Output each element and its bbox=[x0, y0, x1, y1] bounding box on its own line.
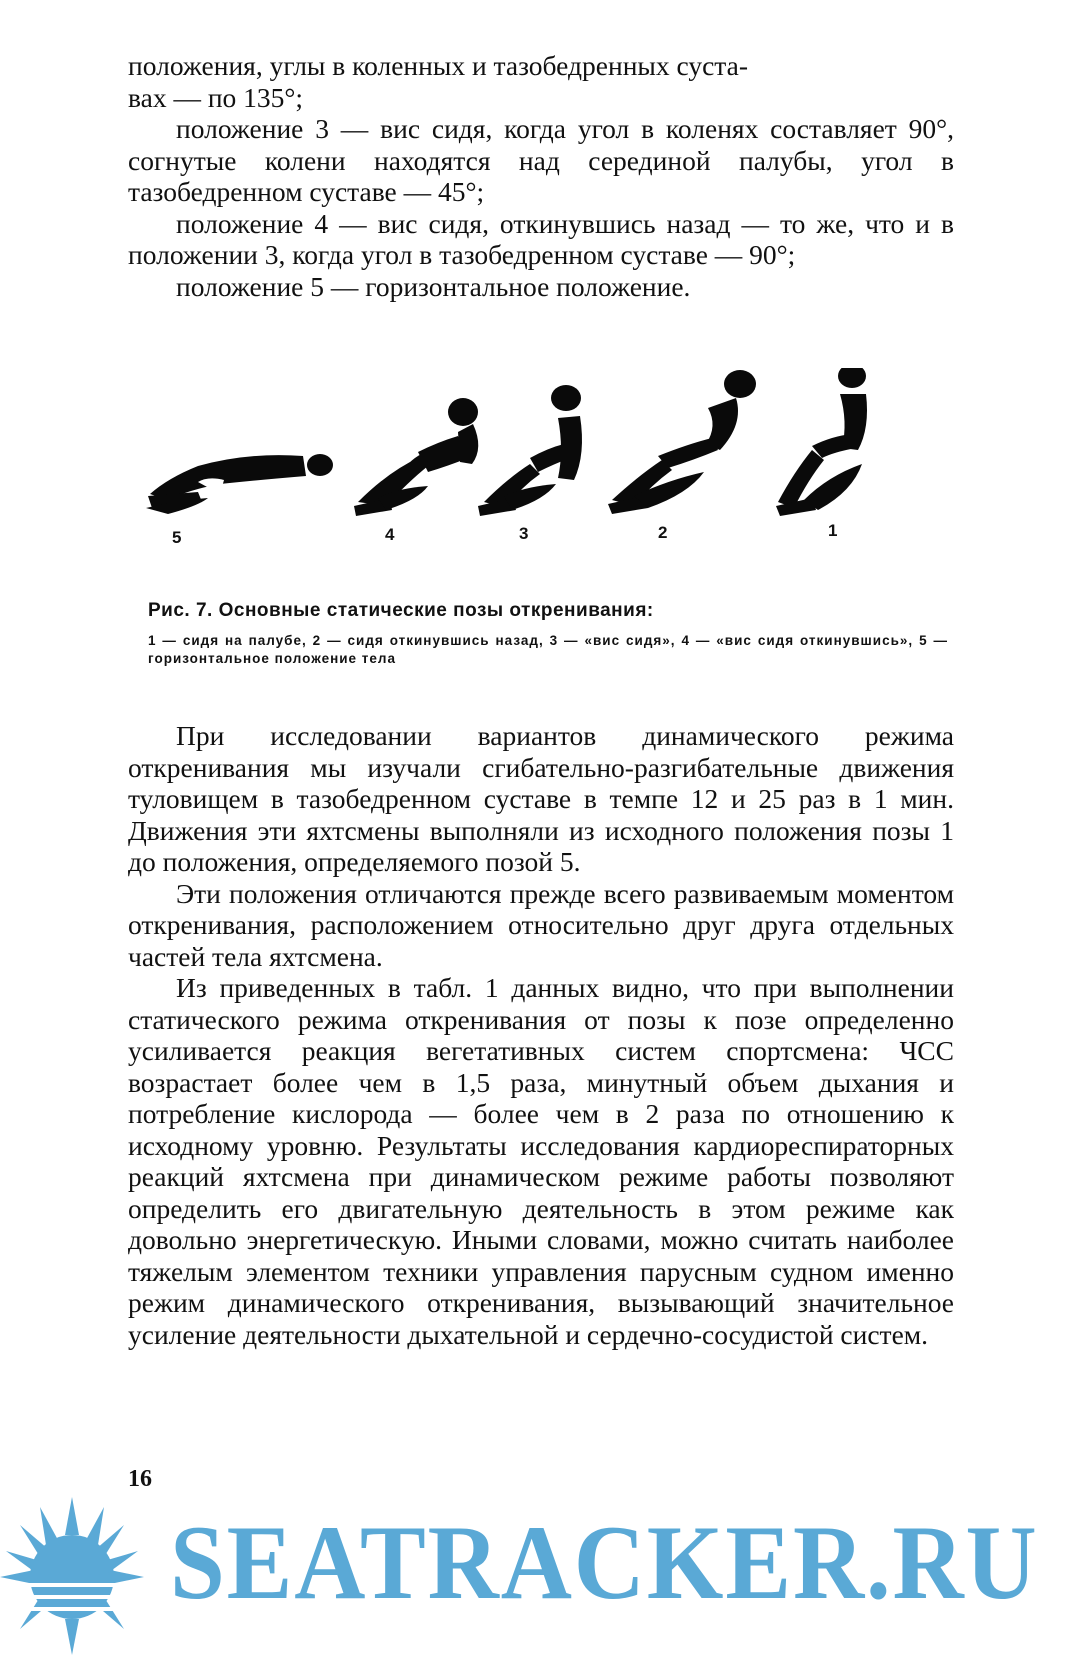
pose-2-figure bbox=[608, 370, 756, 514]
paragraph: Из приведенных в табл. 1 данных видно, что при выполнении статического режима откренивания от позы к позе определенно усиливается реакция вегетативных систем спортсмена: ЧСС возрастает более чем в 1,5 раза, минутный объем дыхания и потребление кислорода — более чем в 2 раза по отношению к исходному уровню. Результаты исследования кардиореспираторных реакций яхтсмена при динамическом режиме работы позволяют определить его двигательную деятельность в этом режиме как довольно энергетическую. Иными словами, можно считать наиболее тяжелым элементом техники управления парусным судном именно режим динамического откренивания, вызывающий значительное усиление деятельности дыхательной и сердечно-сосудистой систем. bbox=[128, 972, 954, 1350]
figure-caption bbox=[148, 600, 948, 668]
paragraph-position-5: положение 5 — горизонтальное положение. bbox=[176, 270, 691, 302]
watermark-text: SEATRACKER.RU bbox=[170, 1504, 1039, 1621]
pose-label-5: 5 bbox=[172, 528, 182, 547]
pose-4-figure bbox=[354, 398, 478, 516]
paragraph-position-4: положение 4 — вис сидя, откинувшись назад — то же, что и в положении 3, когда угол в тазобедренном суставе — 90°; bbox=[128, 207, 954, 270]
pose-label-2: 2 bbox=[658, 523, 668, 542]
pose-label-3: 3 bbox=[519, 524, 529, 543]
paragraph: Эти положения отличаются прежде всего развиваемым моментом откренивания, расположением относительно друг друга отдельных частей тела яхтсмена. bbox=[128, 877, 954, 972]
pose-label-4: 4 bbox=[385, 525, 395, 544]
text-line: вах — по 135°; bbox=[128, 81, 304, 113]
poses-illustration bbox=[128, 368, 954, 578]
caption-legend: 1 — сидя на палубе, 2 — сидя откинувшись назад, 3 — «вис сидя», 4 — «вис сидя откинувшись», 5 — горизонтальное положение тела bbox=[148, 633, 948, 666]
pose-3-figure bbox=[478, 385, 582, 516]
main-text-block bbox=[128, 720, 954, 1350]
figure-poses bbox=[128, 368, 954, 578]
text-line: положения, углы в коленных и тазобедренных суста- bbox=[128, 50, 749, 81]
pose-label-1: 1 bbox=[828, 521, 838, 540]
caption-title: Рис. 7. Основные статические позы откренивания: bbox=[148, 600, 654, 621]
paragraph-position-3: положение 3 — вис сидя, когда угол в коленях составляет 90°, согнутые колени находятся над серединой палубы, угол в тазобедренном суставе — 45°; bbox=[128, 113, 954, 207]
top-text-block bbox=[128, 50, 954, 302]
page-number: 16 bbox=[128, 1466, 152, 1492]
pose-1-figure bbox=[776, 368, 867, 516]
paragraph: При исследовании вариантов динамического режима откренивания мы изучали сгибательно-разгибательные движения туловищем в тазобедренном суставе в темпе 12 и 25 раз в 1 мин. Движения эти яхтсмены выполняли из исходного положения позы 1 до положения, определяемого позой 5. bbox=[128, 720, 954, 877]
pose-5-figure bbox=[146, 454, 333, 514]
